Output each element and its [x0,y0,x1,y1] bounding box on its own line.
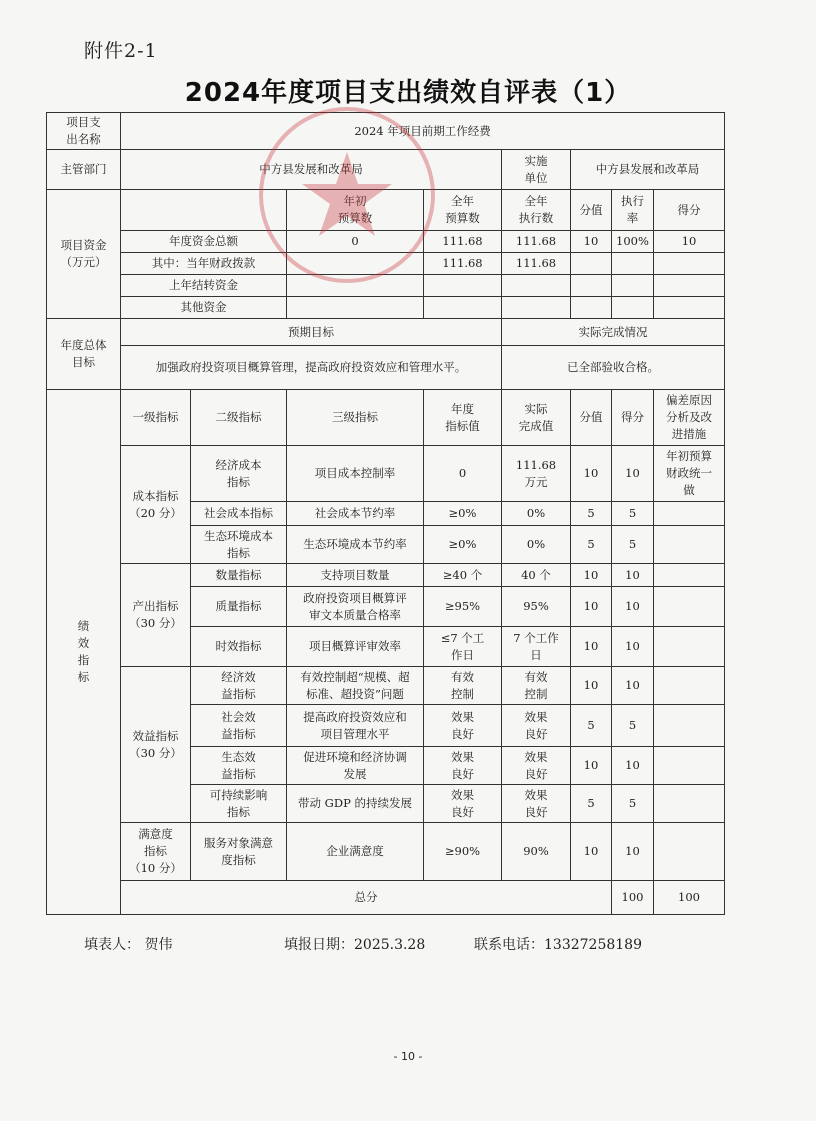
total-score: 100 [654,881,725,915]
perf-note [654,587,725,627]
perf-target: 效果 良好 [424,747,502,785]
perf-score: 10 [612,823,654,881]
perf-l2: 数量指标 [191,564,287,587]
perf-actual: 0% [502,502,571,526]
funds-score: 10 [654,231,725,253]
funds-weight [571,253,612,275]
perf-header-l2: 二级指标 [191,390,287,446]
perf-actual: 有效 控制 [502,667,571,705]
perf-target: ≤7 个工 作日 [424,627,502,667]
label-project-name: 项目支 出名称 [47,113,121,150]
funds-rate [612,275,654,297]
perf-l2: 生态效 益指标 [191,747,287,785]
group-benefit: 效益指标 （30 分） [121,667,191,823]
perf-target: ≥0% [424,502,502,526]
perf-target: ≥95% [424,587,502,627]
funds-executed [502,297,571,319]
label-impl-unit: 实施 单位 [502,150,571,190]
perf-score: 5 [612,526,654,564]
group-cost: 成本指标 （20 分） [121,446,191,564]
perf-weight: 10 [571,747,612,785]
funds-header-weight: 分值 [571,190,612,231]
perf-note [654,667,725,705]
perf-note [654,502,725,526]
perf-l3: 带动 GDP 的持续发展 [287,785,424,823]
perf-l3: 企业满意度 [287,823,424,881]
perf-note [654,627,725,667]
actual-result-text: 已全部验收合格。 [502,346,725,390]
perf-target: 有效 控制 [424,667,502,705]
funds-annual [424,297,502,319]
funds-weight [571,297,612,319]
label-total: 总分 [121,881,612,915]
perf-note [654,526,725,564]
funds-score [654,297,725,319]
funds-score [654,253,725,275]
perf-weight: 5 [571,526,612,564]
perf-l3: 有效控制超“规模、超 标准、超投资”问题 [287,667,424,705]
perf-actual: 95% [502,587,571,627]
perf-l2: 服务对象满意 度指标 [191,823,287,881]
perf-l3: 生态环境成本节约率 [287,526,424,564]
perf-weight: 10 [571,823,612,881]
perf-score: 5 [612,502,654,526]
perf-actual: 111.68 万元 [502,446,571,502]
perf-l2: 时效指标 [191,627,287,667]
funds-initial [287,297,424,319]
perf-target: ≥40 个 [424,564,502,587]
perf-note [654,564,725,587]
funds-header-score: 得分 [654,190,725,231]
funds-executed: 111.68 [502,253,571,275]
perf-score: 10 [612,446,654,502]
perf-weight: 5 [571,785,612,823]
perf-weight: 10 [571,564,612,587]
perf-weight: 10 [571,446,612,502]
page-number: - 10 - [393,1050,423,1063]
expected-goal-text: 加强政府投资项目概算管理，提高政府投资效应和管理水平。 [121,346,502,390]
perf-target: ≥90% [424,823,502,881]
perf-actual: 7 个工作 日 [502,627,571,667]
funds-annual: 111.68 [424,253,502,275]
perf-l3: 项目成本控制率 [287,446,424,502]
perf-weight: 5 [571,705,612,747]
perf-l3: 支持项目数量 [287,564,424,587]
perf-score: 10 [612,667,654,705]
funds-header-initial: 年初 预算数 [287,190,424,231]
funds-executed: 111.68 [502,231,571,253]
perf-note [654,705,725,747]
perf-l2: 可持续影响 指标 [191,785,287,823]
perf-score: 10 [612,564,654,587]
dept-value: 中方县发展和改革局 [121,150,502,190]
label-performance: 绩 效 指 标 [47,390,121,915]
perf-actual: 效果 良好 [502,785,571,823]
funds-rate [612,253,654,275]
fill-date: 填报日期：2025.3.28 [284,937,426,953]
funds-rate [612,297,654,319]
perf-target: 效果 良好 [424,705,502,747]
perf-note [654,747,725,785]
perf-header-note: 偏差原因 分析及改 进措施 [654,390,725,446]
perf-l3: 促进环境和经济协调 发展 [287,747,424,785]
funds-header-annual: 全年 预算数 [424,190,502,231]
perf-note [654,785,725,823]
attachment-label: 附件2-1 [84,40,158,62]
perf-note: 年初预算 财政统一 做 [654,446,725,502]
funds-row-label: 其他资金 [121,297,287,319]
perf-l3: 社会成本节约率 [287,502,424,526]
perf-l2: 社会效 益指标 [191,705,287,747]
perf-actual: 90% [502,823,571,881]
total-weight: 100 [612,881,654,915]
perf-weight: 10 [571,667,612,705]
header-expected-goal: 预期目标 [121,319,502,346]
perf-score: 10 [612,587,654,627]
perf-l2: 经济成本 指标 [191,446,287,502]
perf-score: 5 [612,705,654,747]
perf-weight: 10 [571,587,612,627]
group-output: 产出指标 （30 分） [121,564,191,667]
perf-target: 效果 良好 [424,785,502,823]
funds-annual: 111.68 [424,231,502,253]
contact-phone: 联系电话：13327258189 [474,937,642,953]
filler-label: 填表人： 贺伟 [84,937,173,953]
perf-target: 0 [424,446,502,502]
funds-row-label: 年度资金总额 [121,231,287,253]
perf-actual: 效果 良好 [502,747,571,785]
perf-target: ≥0% [424,526,502,564]
funds-weight: 10 [571,231,612,253]
group-satisfaction: 满意度 指标 （10 分） [121,823,191,881]
perf-score: 10 [612,627,654,667]
funds-rate: 100% [612,231,654,253]
perf-note [654,823,725,881]
funds-annual [424,275,502,297]
perf-header-l1: 一级指标 [121,390,191,446]
funds-row-label: 上年结转资金 [121,275,287,297]
funds-initial [287,253,424,275]
impl-unit-value: 中方县发展和改革局 [571,150,725,190]
perf-weight: 10 [571,627,612,667]
perf-l2: 生态环境成本 指标 [191,526,287,564]
header-actual-result: 实际完成情况 [502,319,725,346]
perf-header-weight: 分值 [571,390,612,446]
perf-score: 5 [612,785,654,823]
funds-initial: 0 [287,231,424,253]
perf-actual: 效果 良好 [502,705,571,747]
funds-initial [287,275,424,297]
perf-header-target: 年度 指标值 [424,390,502,446]
funds-header-executed: 全年 执行数 [502,190,571,231]
funds-score [654,275,725,297]
label-dept: 主管部门 [47,150,121,190]
funds-header-blank [121,190,287,231]
performance-table [46,112,725,915]
perf-l3: 项目概算评审效率 [287,627,424,667]
perf-score: 10 [612,747,654,785]
perf-actual: 0% [502,526,571,564]
perf-header-actual: 实际 完成值 [502,390,571,446]
label-funds: 项目资金 （万元） [47,190,121,319]
funds-weight [571,275,612,297]
perf-header-score: 得分 [612,390,654,446]
perf-l3: 政府投资项目概算评 审文本质量合格率 [287,587,424,627]
funds-executed [502,275,571,297]
perf-l2: 质量指标 [191,587,287,627]
project-name-value: 2024 年项目前期工作经费 [121,113,725,150]
perf-weight: 5 [571,502,612,526]
perf-l3: 提高政府投资效应和 项目管理水平 [287,705,424,747]
perf-l2: 经济效 益指标 [191,667,287,705]
page-title: 2024年度项目支出绩效自评表（1） [184,78,632,108]
label-annual-goal: 年度总体 目标 [47,319,121,390]
perf-actual: 40 个 [502,564,571,587]
funds-row-label: 其中：当年财政拨款 [121,253,287,275]
perf-header-l3: 三级指标 [287,390,424,446]
funds-header-rate: 执行 率 [612,190,654,231]
perf-l2: 社会成本指标 [191,502,287,526]
